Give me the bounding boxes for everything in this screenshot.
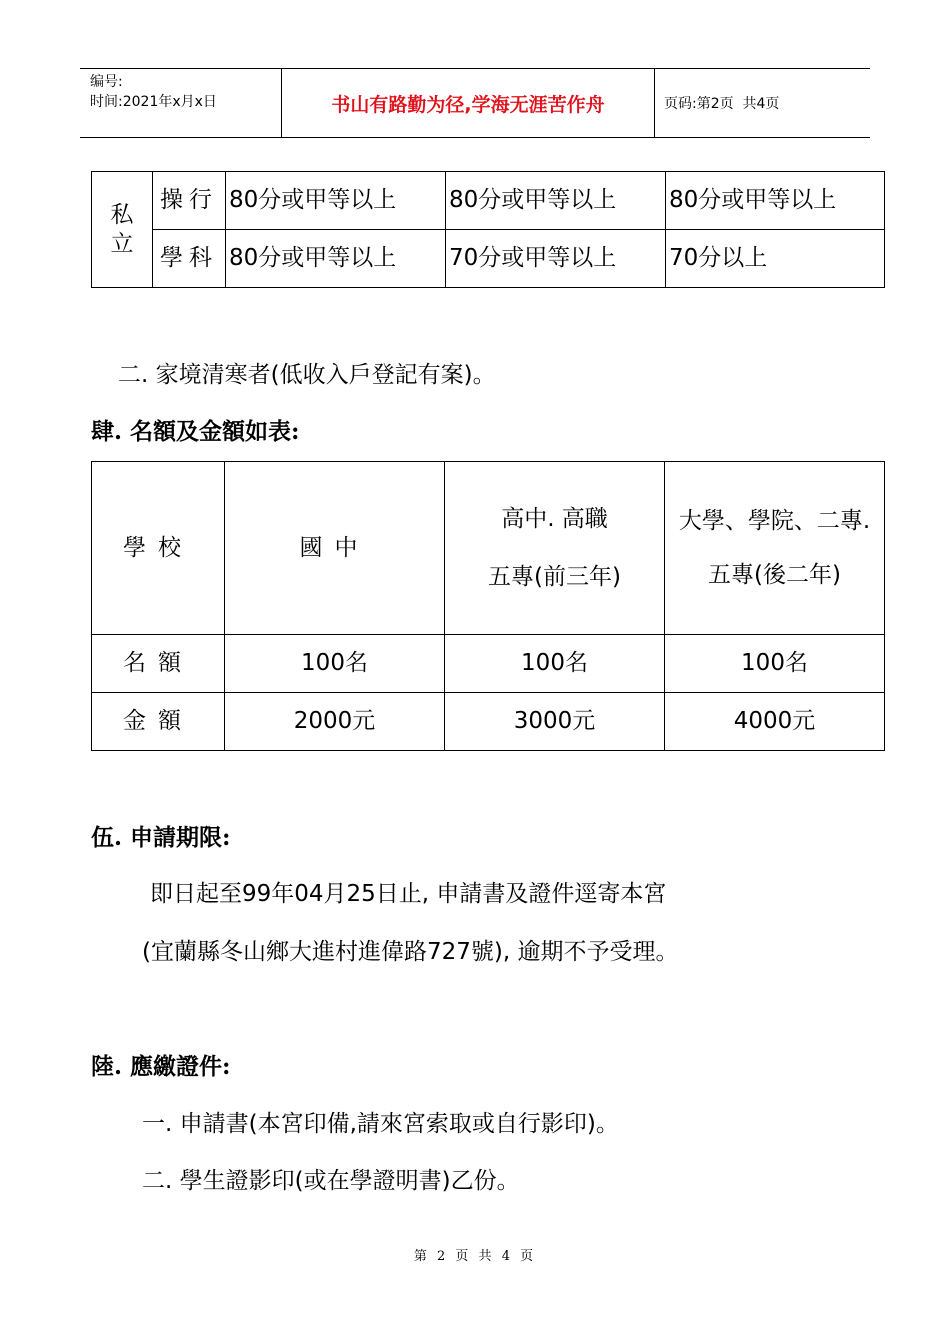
table-row [92,230,885,288]
table-cell: 80分或甲等以上 [666,172,885,230]
document-time-label: 时间:2021年x月x日 [90,94,217,110]
list-item: 二. 家境清寒者(低收入戶登記有案)。 [118,362,496,388]
paragraph-line: 即日起至99年04月25日止, 申請書及證件逕寄本宮 [150,881,667,907]
column-header: 大學、學院、二專. 五專(後二年) [665,462,885,635]
table-cell: 2000元 [225,693,445,751]
row-label: 金額 [92,693,225,751]
list-item: 一. 申請書(本宮印備,請來宮索取或自行影印)。 [142,1111,619,1137]
paragraph-line: (宜蘭縣冬山鄉大進村進偉路727號), 逾期不予受理。 [142,939,679,965]
row-label: 學科 [153,230,226,288]
column-header: 國中 [225,462,445,635]
header-page-number: 页码:第2页 共4页 [664,96,780,112]
table-cell: 70分或甲等以上 [446,230,666,288]
page-header [80,68,870,138]
document-number-label: 编号: [90,74,123,90]
header-divider [654,69,655,137]
column-header: 高中. 高職 五專(前三年) [445,462,665,635]
table-cell: 100名 [225,635,445,693]
section-heading: 伍. 申請期限: [91,824,231,851]
section-heading: 陸. 應繳證件: [91,1053,231,1080]
table-cell: 100名 [665,635,885,693]
table-cell: 3000元 [445,693,665,751]
row-label: 操行 [153,172,226,230]
table-cell: 100名 [445,635,665,693]
table-row [92,693,885,751]
section-heading: 肆. 名額及金額如表: [91,418,300,445]
table-cell: 80分或甲等以上 [226,230,446,288]
table-row [92,635,885,693]
quota-amount-table [91,461,885,751]
row-label: 名額 [92,635,225,693]
criteria-table [91,171,885,288]
column-header: 學校 [92,462,225,635]
page-footer: 第 2 页 共 4 页 [413,1249,537,1264]
header-motto: 书山有路勤为径,学海无涯苦作舟 [331,93,605,116]
table-cell: 4000元 [665,693,885,751]
table-cell: 70分以上 [666,230,885,288]
side-label-private: 私立 [92,172,153,288]
table-row [92,172,885,230]
table-cell: 80分或甲等以上 [226,172,446,230]
header-meta [90,72,217,112]
table-cell: 80分或甲等以上 [446,172,666,230]
table-header-row [92,462,885,635]
list-item: 二. 學生證影印(或在學證明書)乙份。 [142,1168,520,1194]
